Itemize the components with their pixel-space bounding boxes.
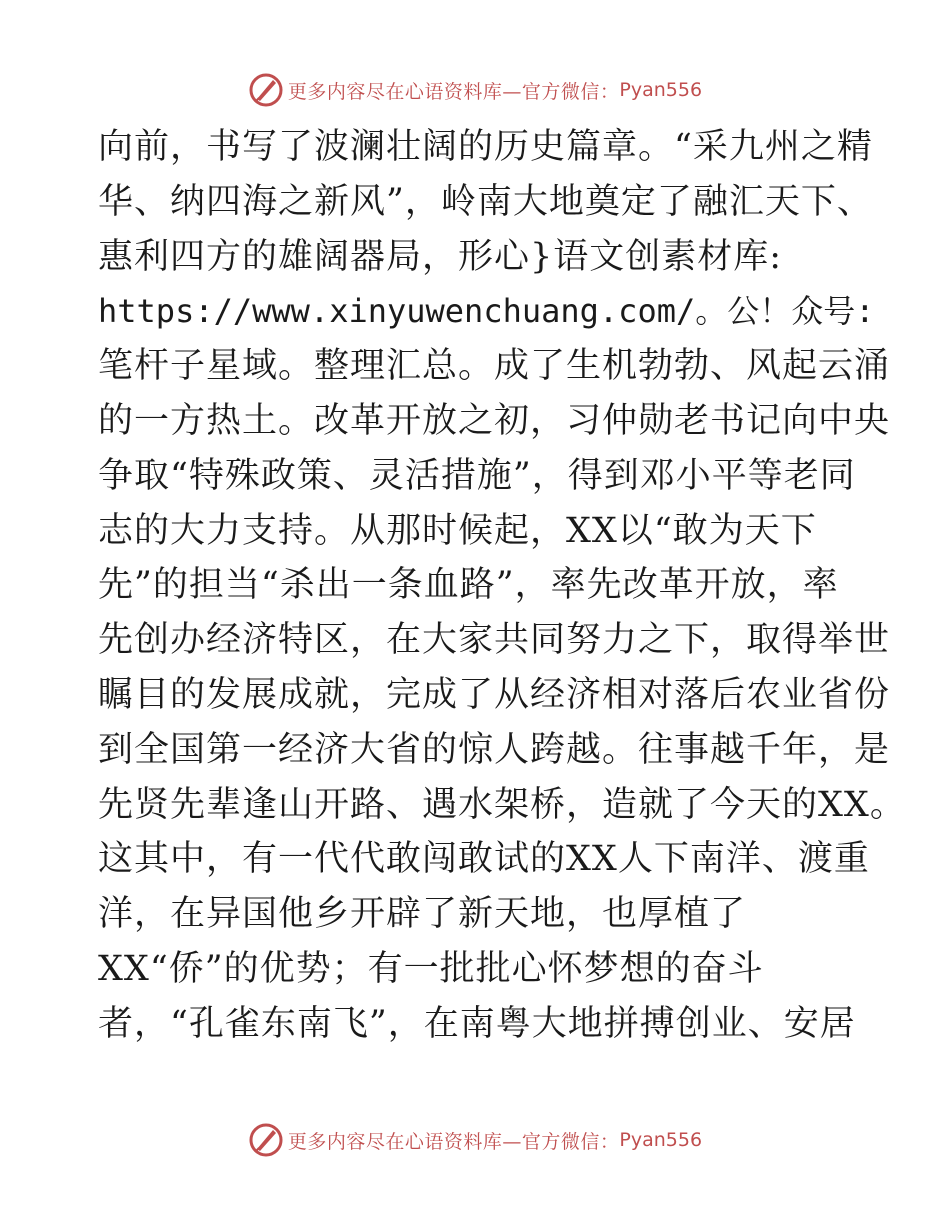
document-body (98, 120, 906, 1052)
quill-circle-icon (248, 72, 284, 108)
header-banner-text: 更多内容尽在心语资料库—官方微信： (287, 80, 620, 103)
body-line: 惠利四方的雄阔器局，形心}语文创素材库: (98, 236, 783, 277)
body-line-url: https://www.xinyuwenchuang.com/。公！众号: (98, 292, 875, 331)
header-wechat-id: Pyan556 (619, 79, 703, 101)
body-line: 争取“特殊政策、灵活措施”，得到邓小平等老同 (98, 455, 856, 496)
body-line: 先贤先辈逢山开路、遇水架桥，造就了今天的XX。 (98, 784, 906, 825)
footer-banner (0, 1118, 950, 1162)
body-line: 瞩目的发展成就，完成了从经济相对落后农业省份 (98, 674, 891, 715)
body-line: 的一方热土。改革开放之初，习仲勋老书记向中央 (98, 400, 891, 441)
footer-banner-text: 更多内容尽在心语资料库—官方微信： (287, 1130, 620, 1153)
body-line: 这其中，有一代代敢闯敢试的XX人下南洋、渡重 (98, 839, 870, 880)
body-line: 笔杆子星域。整理汇总。成了生机勃勃、风起云涌 (98, 346, 891, 387)
body-line: 华、纳四海之新风”，岭南大地奠定了融汇天下、 (98, 181, 873, 222)
body-line: 先”的担当“杀出一条血路”，率先改革开放，率 (98, 565, 839, 606)
body-line: 先创办经济特区，在大家共同努力之下，取得举世 (98, 620, 891, 661)
body-line: 洋，在异国他乡开辟了新天地，也厚植了 (98, 894, 747, 935)
body-line: 向前，书写了波澜壮阔的历史篇章。“采九州之精 (98, 127, 873, 167)
body-line: 者，“孔雀东南飞”，在南粤大地拼搏创业、安居 (98, 1003, 856, 1044)
body-line: XX“侨”的优势；有一批批心怀梦想的奋斗 (98, 948, 764, 989)
body-line: 到全国第一经济大省的惊人跨越。往事越千年，是 (98, 729, 891, 770)
quill-circle-icon (248, 1122, 284, 1158)
header-banner (0, 68, 950, 112)
body-line: 志的大力支持。从那时候起，XX以“敢为天下 (98, 510, 817, 551)
footer-wechat-id: Pyan556 (619, 1129, 703, 1151)
